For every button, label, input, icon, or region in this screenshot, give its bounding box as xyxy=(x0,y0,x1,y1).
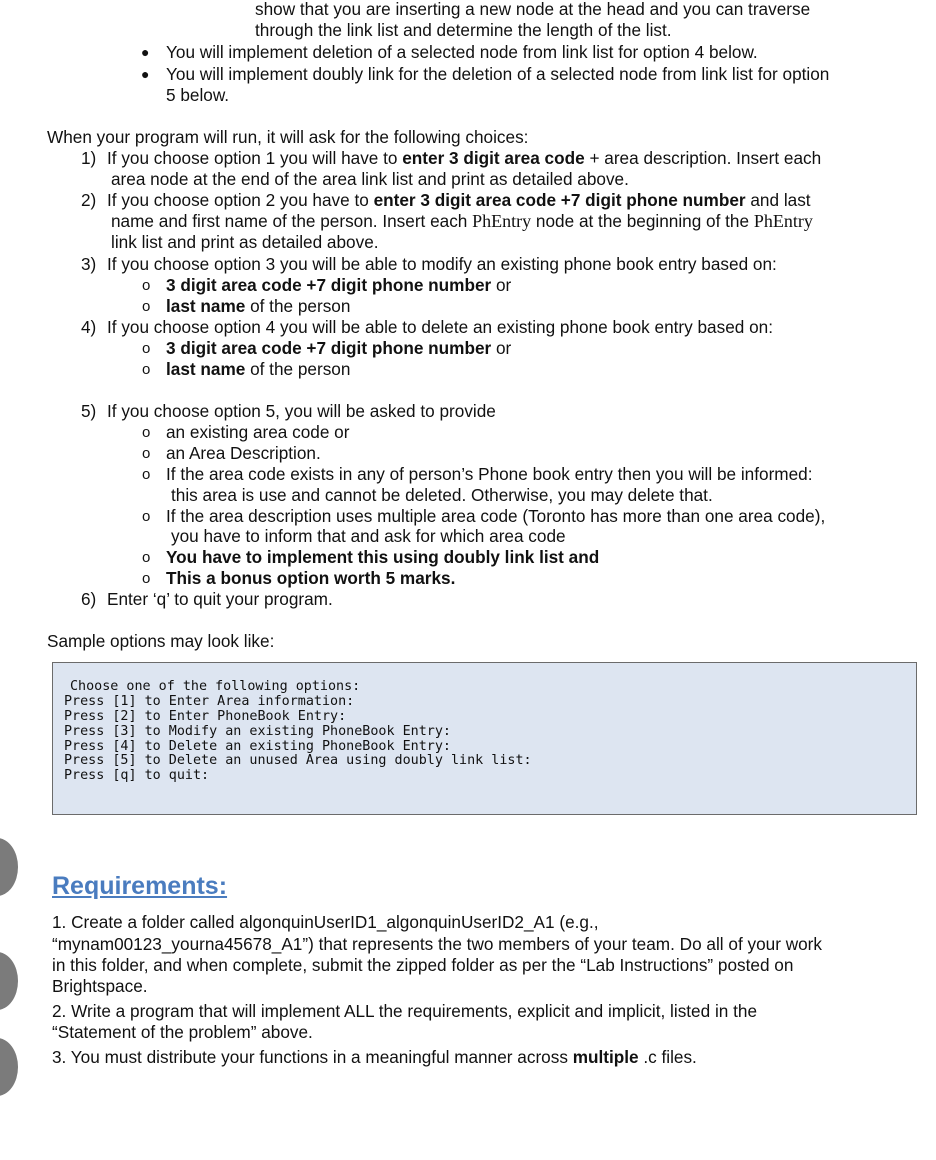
requirement-1: “mynam00123_yourna45678_A1”) that represents the two members of your team. Do all of your work xyxy=(52,934,822,954)
circle-bullet-icon: o xyxy=(142,466,151,483)
requirement-1: 1. Create a folder called algonquinUserID1_algonquinUserID2_A1 (e.g., xyxy=(52,912,599,932)
option-number: 5) xyxy=(81,401,97,421)
bullet-icon: ● xyxy=(141,44,150,60)
sample-label: Sample options may look like: xyxy=(47,631,275,651)
sub-item: an Area Description. xyxy=(166,443,321,463)
option-5-text: If you choose option 5, you will be asked to provide xyxy=(107,401,496,421)
circle-bullet-icon: o xyxy=(142,340,151,357)
sub-item: you have to inform that and ask for which area code xyxy=(171,526,566,546)
option-number: 3) xyxy=(81,254,97,274)
bullet-icon: ● xyxy=(141,66,150,82)
console-line: Press [q] to quit: xyxy=(64,768,210,783)
console-line: Press [2] to Enter PhoneBook Entry: xyxy=(64,709,347,724)
console-line: Press [1] to Enter Area information: xyxy=(64,694,355,709)
sub-item: If the area code exists in any of person’s Phone book entry then you will be informed: xyxy=(166,464,813,484)
circle-bullet-icon: o xyxy=(142,508,151,525)
sub-item: 3 digit area code +7 digit phone number or xyxy=(166,338,512,358)
sub-item: an existing area code or xyxy=(166,422,350,442)
requirement-2: “Statement of the problem” above. xyxy=(52,1022,313,1042)
requirement-1: Brightspace. xyxy=(52,976,148,996)
console-line: Choose one of the following options: xyxy=(70,679,361,694)
option-number: 2) xyxy=(81,190,97,210)
option-4-text: If you choose option 4 you will be able to delete an existing phone book entry based on: xyxy=(107,317,773,337)
option-2-text: name and first name of the person. Insert each PhEntry node at the beginning of the PhEntry xyxy=(111,211,813,231)
side-circle-decoration xyxy=(0,952,18,1010)
console-line: Press [3] to Modify an existing PhoneBook Entry: xyxy=(64,724,451,739)
sub-item: this area is use and cannot be deleted. Otherwise, you may delete that. xyxy=(171,485,713,505)
side-circle-decoration xyxy=(0,1038,18,1096)
requirement-2: 2. Write a program that will implement ALL the requirements, explicit and implicit, listed in the xyxy=(52,1001,757,1021)
requirement-1: in this folder, and when complete, submit the zipped folder as per the “Lab Instructions” posted on xyxy=(52,955,794,975)
console-output-box xyxy=(52,662,917,815)
sub-item: last name of the person xyxy=(166,296,351,316)
intro-line: through the link list and determine the length of the list. xyxy=(255,20,672,40)
circle-bullet-icon: o xyxy=(142,549,151,566)
bullet-text: You will implement doubly link for the deletion of a selected node from link list for option xyxy=(166,64,830,84)
circle-bullet-icon: o xyxy=(142,570,151,587)
circle-bullet-icon: o xyxy=(142,424,151,441)
option-2-text: link list and print as detailed above. xyxy=(111,232,379,252)
option-number: 4) xyxy=(81,317,97,337)
requirements-heading: Requirements: xyxy=(52,872,228,900)
sub-item: This a bonus option worth 5 marks. xyxy=(166,568,456,588)
circle-bullet-icon: o xyxy=(142,361,151,378)
choices-intro: When your program will run, it will ask for the following choices: xyxy=(47,127,529,147)
option-1-text: area node at the end of the area link list and print as detailed above. xyxy=(111,169,629,189)
option-2-text: If you choose option 2 you have to enter 3 digit area code +7 digit phone number and last xyxy=(107,190,811,210)
requirement-3: 3. You must distribute your functions in a meaningful manner across multiple .c files. xyxy=(52,1047,697,1067)
sub-item: last name of the person xyxy=(166,359,351,379)
circle-bullet-icon: o xyxy=(142,277,151,294)
bullet-text: You will implement deletion of a selected node from link list for option 4 below. xyxy=(166,42,758,62)
sub-item: 3 digit area code +7 digit phone number or xyxy=(166,275,512,295)
option-3-text: If you choose option 3 you will be able to modify an existing phone book entry based on: xyxy=(107,254,777,274)
option-6-text: Enter ‘q’ to quit your program. xyxy=(107,589,333,609)
sub-item: If the area description uses multiple area code (Toronto has more than one area code), xyxy=(166,506,826,526)
option-number: 1) xyxy=(81,148,97,168)
circle-bullet-icon: o xyxy=(142,445,151,462)
option-number: 6) xyxy=(81,589,97,609)
option-1-text: If you choose option 1 you will have to enter 3 digit area code + area description. Insert each xyxy=(107,148,822,168)
side-circle-decoration xyxy=(0,838,18,896)
sub-item: You have to implement this using doubly link list and xyxy=(166,547,600,567)
console-line: Press [4] to Delete an existing PhoneBook Entry: xyxy=(64,739,451,754)
intro-line: show that you are inserting a new node at the head and you can traverse xyxy=(255,0,811,19)
bullet-text: 5 below. xyxy=(166,85,230,105)
circle-bullet-icon: o xyxy=(142,298,151,315)
console-line: Press [5] to Delete an unused Area using doubly link list: xyxy=(64,753,532,768)
